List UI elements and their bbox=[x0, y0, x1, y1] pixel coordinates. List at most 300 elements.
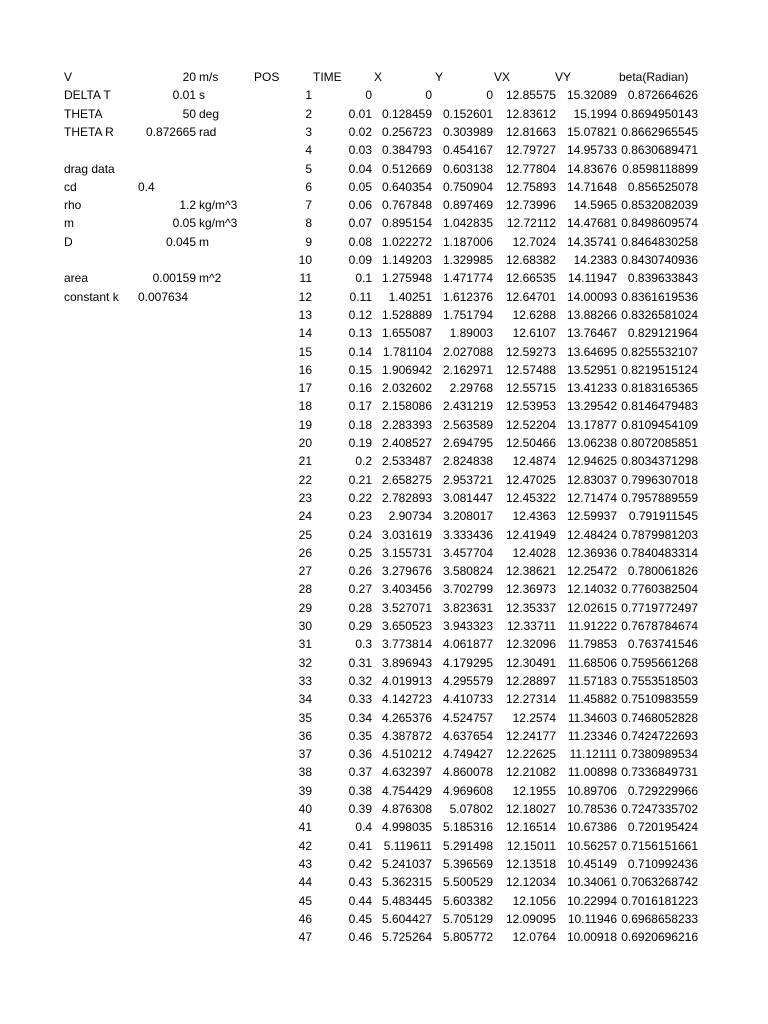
beta-cell: 0.7063268742 bbox=[621, 875, 698, 890]
y-cell: 5.185316 bbox=[442, 820, 493, 835]
time-cell: 0.05 bbox=[348, 179, 372, 194]
vx-cell: 12.1955 bbox=[512, 783, 556, 798]
x-cell: 1.781104 bbox=[382, 344, 432, 359]
y-cell: 0 bbox=[486, 88, 493, 103]
vy-cell: 15.32089 bbox=[566, 88, 617, 103]
x-cell: 4.019913 bbox=[381, 673, 432, 688]
time-cell: 0.17 bbox=[348, 399, 372, 414]
y-cell: 1.042835 bbox=[442, 216, 493, 231]
vx-cell: 12.1056 bbox=[512, 893, 556, 908]
beta-cell: 0.7380989534 bbox=[621, 747, 698, 762]
beta-cell: 0.7879981203 bbox=[621, 527, 698, 542]
x-cell: 1.149203 bbox=[381, 253, 432, 267]
y-cell: 1.329985 bbox=[442, 253, 493, 267]
beta-cell: 0.7957889559 bbox=[621, 490, 698, 505]
vx-cell: 12.77804 bbox=[505, 161, 556, 176]
beta-cell: 0.872664626 bbox=[627, 88, 698, 103]
y-cell: 2.563589 bbox=[442, 417, 493, 432]
vy-cell: 10.56257 bbox=[566, 838, 617, 853]
time-cell: 0.39 bbox=[348, 802, 372, 816]
beta-cell: 0.7678784674 bbox=[621, 619, 698, 633]
vy-cell: 13.17877 bbox=[566, 417, 617, 432]
pos-cell: 14 bbox=[298, 326, 312, 341]
pos-cell: 37 bbox=[298, 747, 312, 762]
time-cell: 0.16 bbox=[348, 381, 372, 396]
vy-cell: 11.34603 bbox=[567, 710, 617, 725]
x-cell: 1.40251 bbox=[388, 289, 432, 304]
time-cell: 0.24 bbox=[348, 527, 372, 542]
vx-cell: 12.32096 bbox=[505, 637, 556, 652]
time-cell: 0.26 bbox=[348, 564, 372, 579]
y-cell: 4.524757 bbox=[442, 710, 493, 725]
vx-cell: 12.83612 bbox=[505, 106, 556, 121]
vx-cell: 12.6288 bbox=[512, 307, 556, 322]
vy-cell: 13.64695 bbox=[566, 344, 617, 359]
param-value: 0.045 bbox=[165, 234, 196, 249]
pos-cell: 33 bbox=[298, 673, 312, 688]
vy-cell: 10.78536 bbox=[566, 802, 617, 816]
beta-cell: 0.8532082039 bbox=[621, 198, 698, 213]
vy-cell: 12.71474 bbox=[566, 490, 617, 505]
x-cell: 4.998035 bbox=[381, 820, 432, 835]
vx-cell: 12.85575 bbox=[505, 88, 556, 103]
vx-cell: 12.7024 bbox=[512, 234, 556, 249]
pos-cell: 12 bbox=[298, 289, 312, 304]
time-cell: 0.21 bbox=[348, 472, 372, 487]
vy-cell: 10.89706 bbox=[566, 783, 617, 798]
beta-cell: 0.8430740936 bbox=[621, 253, 698, 267]
time-cell: 0.19 bbox=[348, 436, 372, 450]
vy-cell: 13.06238 bbox=[566, 436, 617, 450]
time-cell: 0.11 bbox=[349, 289, 372, 304]
pos-cell: 16 bbox=[298, 362, 312, 377]
x-cell: 3.403456 bbox=[381, 582, 432, 597]
y-cell: 5.805772 bbox=[442, 930, 493, 945]
param-value: 0.00159 bbox=[152, 271, 196, 286]
x-cell: 4.632397 bbox=[381, 765, 432, 780]
column-header: VX bbox=[494, 70, 511, 84]
vy-cell: 12.25472 bbox=[566, 564, 617, 579]
beta-cell: 0.8361619536 bbox=[621, 289, 698, 304]
beta-cell: 0.7595661268 bbox=[621, 655, 698, 670]
beta-cell: 0.763741546 bbox=[627, 637, 698, 652]
param-unit: m/s bbox=[199, 70, 219, 84]
time-cell: 0.2 bbox=[355, 454, 372, 469]
y-cell: 0.303989 bbox=[442, 124, 493, 139]
y-cell: 4.061877 bbox=[442, 637, 493, 652]
x-cell: 3.527071 bbox=[381, 600, 432, 615]
y-cell: 3.457704 bbox=[442, 545, 493, 560]
vx-cell: 12.81663 bbox=[505, 124, 556, 139]
pos-cell: 23 bbox=[298, 490, 312, 505]
pos-cell: 11 bbox=[299, 271, 312, 286]
vy-cell: 14.35741 bbox=[566, 234, 617, 249]
beta-cell: 0.7760382504 bbox=[621, 582, 698, 597]
y-cell: 1.751794 bbox=[442, 307, 493, 322]
x-cell: 2.158086 bbox=[381, 399, 432, 414]
time-cell: 0.18 bbox=[348, 417, 372, 432]
beta-cell: 0.8464830258 bbox=[621, 234, 698, 249]
vx-cell: 12.15011 bbox=[506, 838, 556, 853]
param-value: 20 bbox=[182, 70, 196, 84]
vx-cell: 12.18027 bbox=[505, 802, 556, 816]
time-cell: 0.03 bbox=[348, 143, 372, 158]
x-cell: 2.032602 bbox=[381, 381, 432, 396]
param-label: constant k bbox=[64, 289, 119, 304]
y-cell: 2.162971 bbox=[442, 362, 493, 377]
time-cell: 0.35 bbox=[348, 728, 372, 743]
x-cell: 3.279676 bbox=[381, 564, 432, 579]
vy-cell: 13.88266 bbox=[566, 307, 617, 322]
beta-cell: 0.7719772497 bbox=[621, 600, 698, 615]
beta-cell: 0.829121964 bbox=[627, 326, 698, 341]
param-value: 0.05 bbox=[172, 216, 196, 231]
time-cell: 0.14 bbox=[348, 344, 372, 359]
y-cell: 3.823631 bbox=[442, 600, 493, 615]
beta-cell: 0.720195424 bbox=[627, 820, 698, 835]
pos-cell: 15 bbox=[298, 344, 312, 359]
vy-cell: 15.1994 bbox=[573, 106, 617, 121]
beta-cell: 0.8183165365 bbox=[621, 381, 698, 396]
y-cell: 5.291498 bbox=[442, 838, 493, 853]
param-unit: deg bbox=[199, 106, 220, 121]
beta-cell: 0.8255532107 bbox=[621, 344, 698, 359]
pos-cell: 44 bbox=[298, 875, 312, 890]
pos-cell: 9 bbox=[305, 234, 312, 249]
beta-cell: 0.729229966 bbox=[627, 783, 698, 798]
time-cell: 0.32 bbox=[348, 673, 372, 688]
vy-cell: 11.57183 bbox=[567, 673, 617, 688]
time-cell: 0.4 bbox=[355, 820, 372, 835]
y-cell: 4.969608 bbox=[442, 783, 493, 798]
pos-cell: 18 bbox=[298, 399, 312, 414]
x-cell: 3.650523 bbox=[381, 619, 432, 633]
vx-cell: 12.12034 bbox=[505, 875, 556, 890]
pos-cell: 43 bbox=[298, 856, 312, 871]
vx-cell: 12.16514 bbox=[505, 820, 556, 835]
vx-cell: 12.35337 bbox=[505, 600, 556, 615]
y-cell: 3.943323 bbox=[442, 619, 493, 633]
vx-cell: 12.4874 bbox=[512, 454, 556, 469]
time-cell: 0.12 bbox=[348, 307, 372, 322]
vy-cell: 12.48424 bbox=[566, 527, 617, 542]
pos-cell: 5 bbox=[305, 161, 312, 176]
pos-cell: 35 bbox=[298, 710, 312, 725]
pos-cell: 42 bbox=[298, 838, 312, 853]
beta-cell: 0.7468052828 bbox=[621, 710, 698, 725]
vy-cell: 12.83037 bbox=[566, 472, 617, 487]
beta-cell: 0.8598118899 bbox=[622, 161, 698, 176]
time-cell: 0.01 bbox=[348, 106, 372, 121]
beta-cell: 0.7840483314 bbox=[621, 545, 698, 560]
param-label: D bbox=[64, 234, 73, 249]
param-value: 1.2 bbox=[179, 198, 196, 213]
column-header: Y bbox=[435, 70, 444, 84]
y-cell: 3.208017 bbox=[442, 509, 493, 524]
x-cell: 0.512669 bbox=[381, 161, 432, 176]
beta-cell: 0.8498609574 bbox=[621, 216, 698, 231]
param-value: 0.01 bbox=[172, 88, 196, 103]
time-cell: 0.08 bbox=[348, 234, 372, 249]
beta-cell: 0.8219515124 bbox=[621, 362, 698, 377]
x-cell: 4.265376 bbox=[381, 710, 432, 725]
vx-cell: 12.24177 bbox=[505, 728, 556, 743]
vx-cell: 12.22625 bbox=[505, 747, 556, 762]
beta-cell: 0.8630689471 bbox=[621, 143, 698, 158]
vx-cell: 12.28897 bbox=[505, 673, 556, 688]
y-cell: 1.471774 bbox=[442, 271, 493, 286]
x-cell: 5.604427 bbox=[381, 911, 432, 926]
beta-cell: 0.8109454109 bbox=[621, 417, 698, 432]
time-cell: 0 bbox=[365, 88, 372, 103]
y-cell: 0.897469 bbox=[442, 198, 493, 213]
vy-cell: 11.12111 bbox=[569, 747, 617, 762]
y-cell: 1.187006 bbox=[442, 234, 493, 249]
vx-cell: 12.68382 bbox=[505, 253, 556, 267]
column-header: VY bbox=[555, 70, 572, 84]
vy-cell: 10.00918 bbox=[566, 930, 617, 945]
vx-cell: 12.38621 bbox=[505, 564, 556, 579]
x-cell: 0.640354 bbox=[381, 179, 432, 194]
time-cell: 0.44 bbox=[348, 893, 372, 908]
vy-cell: 10.45149 bbox=[566, 856, 617, 871]
y-cell: 4.637654 bbox=[442, 728, 493, 743]
vy-cell: 14.5965 bbox=[573, 198, 617, 213]
time-cell: 0.46 bbox=[348, 930, 372, 945]
pos-cell: 25 bbox=[298, 527, 312, 542]
pos-cell: 31 bbox=[298, 637, 312, 652]
x-cell: 3.031619 bbox=[381, 527, 432, 542]
time-cell: 0.42 bbox=[348, 856, 372, 871]
vy-cell: 14.00093 bbox=[566, 289, 617, 304]
pos-cell: 29 bbox=[298, 600, 312, 615]
x-cell: 3.773814 bbox=[381, 637, 432, 652]
pos-cell: 36 bbox=[298, 728, 312, 743]
x-cell: 5.362315 bbox=[381, 875, 432, 890]
param-value: 0.872665 bbox=[145, 124, 196, 139]
y-cell: 2.431219 bbox=[442, 399, 493, 414]
vy-cell: 12.02615 bbox=[566, 600, 617, 615]
x-cell: 5.119611 bbox=[383, 838, 432, 853]
vx-cell: 12.2574 bbox=[512, 710, 556, 725]
vy-cell: 14.2383 bbox=[573, 253, 617, 267]
time-cell: 0.45 bbox=[348, 911, 372, 926]
y-cell: 3.081447 bbox=[442, 490, 493, 505]
x-cell: 5.241037 bbox=[381, 856, 432, 871]
time-cell: 0.27 bbox=[348, 582, 372, 597]
pos-cell: 2 bbox=[305, 106, 312, 121]
beta-cell: 0.6968658233 bbox=[621, 911, 698, 926]
vy-cell: 12.59937 bbox=[566, 509, 617, 524]
pos-cell: 19 bbox=[298, 417, 312, 432]
param-unit: rad bbox=[199, 124, 217, 139]
time-cell: 0.1 bbox=[355, 271, 372, 286]
vx-cell: 12.27314 bbox=[505, 692, 556, 707]
pos-cell: 8 bbox=[305, 216, 312, 231]
vy-cell: 11.91222 bbox=[567, 619, 617, 633]
y-cell: 2.694795 bbox=[442, 436, 493, 450]
time-cell: 0.23 bbox=[348, 509, 372, 524]
y-cell: 2.29768 bbox=[449, 381, 493, 396]
time-cell: 0.13 bbox=[348, 326, 372, 341]
pos-cell: 20 bbox=[298, 436, 312, 450]
vy-cell: 15.07821 bbox=[566, 124, 617, 139]
y-cell: 0.603138 bbox=[442, 161, 493, 176]
param-unit: m bbox=[199, 234, 209, 249]
y-cell: 5.396569 bbox=[442, 856, 493, 871]
y-cell: 4.749427 bbox=[442, 747, 493, 762]
time-cell: 0.07 bbox=[348, 216, 372, 231]
y-cell: 1.612376 bbox=[442, 289, 493, 304]
vy-cell: 10.11946 bbox=[567, 911, 617, 926]
param-label: THETA bbox=[64, 106, 103, 121]
beta-cell: 0.8034371298 bbox=[621, 454, 698, 469]
x-cell: 2.782893 bbox=[381, 490, 432, 505]
beta-cell: 0.7336849731 bbox=[621, 765, 698, 780]
vy-cell: 11.00898 bbox=[567, 765, 617, 780]
vx-cell: 12.41949 bbox=[505, 527, 556, 542]
vx-cell: 12.33711 bbox=[506, 619, 556, 633]
x-cell: 2.533487 bbox=[381, 454, 432, 469]
time-cell: 0.37 bbox=[348, 765, 372, 780]
y-cell: 4.860078 bbox=[442, 765, 493, 780]
pos-cell: 30 bbox=[298, 619, 312, 633]
x-cell: 1.906942 bbox=[381, 362, 432, 377]
vx-cell: 12.45322 bbox=[505, 490, 556, 505]
y-cell: 3.702799 bbox=[442, 582, 493, 597]
vx-cell: 12.55715 bbox=[505, 381, 556, 396]
time-cell: 0.38 bbox=[348, 783, 372, 798]
pos-cell: 39 bbox=[298, 783, 312, 798]
column-header: X bbox=[374, 70, 383, 84]
vy-cell: 10.22994 bbox=[566, 893, 617, 908]
vy-cell: 12.94625 bbox=[566, 454, 617, 469]
vx-cell: 12.66535 bbox=[505, 271, 556, 286]
time-cell: 0.15 bbox=[348, 362, 372, 377]
time-cell: 0.22 bbox=[348, 490, 372, 505]
x-cell: 1.022272 bbox=[381, 234, 432, 249]
x-cell: 1.275948 bbox=[381, 271, 432, 286]
x-cell: 0 bbox=[425, 88, 432, 103]
pos-cell: 46 bbox=[298, 911, 312, 926]
y-cell: 5.603382 bbox=[442, 893, 493, 908]
vy-cell: 14.83676 bbox=[566, 161, 617, 176]
pos-cell: 41 bbox=[298, 820, 312, 835]
param-label: drag data bbox=[64, 161, 115, 176]
vy-cell: 12.36936 bbox=[566, 545, 617, 560]
time-cell: 0.04 bbox=[348, 161, 372, 176]
vx-cell: 12.30491 bbox=[505, 655, 556, 670]
beta-cell: 0.839633843 bbox=[627, 271, 698, 286]
x-cell: 4.387872 bbox=[381, 728, 432, 743]
x-cell: 0.895154 bbox=[381, 216, 432, 231]
x-cell: 0.128459 bbox=[381, 106, 432, 121]
param-label: m bbox=[64, 216, 74, 231]
pos-cell: 3 bbox=[305, 124, 312, 139]
pos-cell: 6 bbox=[305, 179, 312, 194]
pos-cell: 26 bbox=[298, 545, 312, 560]
x-cell: 5.725264 bbox=[381, 930, 432, 945]
pos-cell: 32 bbox=[298, 655, 312, 670]
vy-cell: 13.41233 bbox=[566, 381, 617, 396]
vx-cell: 12.4363 bbox=[512, 509, 556, 524]
vy-cell: 11.45882 bbox=[567, 692, 617, 707]
vy-cell: 12.14032 bbox=[566, 582, 617, 597]
vy-cell: 13.29542 bbox=[566, 399, 617, 414]
vx-cell: 12.6107 bbox=[512, 326, 556, 341]
time-cell: 0.06 bbox=[348, 198, 372, 213]
y-cell: 0.454167 bbox=[442, 143, 493, 158]
vx-cell: 12.59273 bbox=[505, 344, 556, 359]
vy-cell: 13.76467 bbox=[566, 326, 617, 341]
pos-cell: 4 bbox=[305, 143, 312, 158]
time-cell: 0.41 bbox=[348, 838, 372, 853]
beta-cell: 0.8662965545 bbox=[621, 124, 698, 139]
pos-cell: 10 bbox=[298, 253, 312, 267]
beta-cell: 0.7156151661 bbox=[621, 838, 698, 853]
vx-cell: 12.52204 bbox=[505, 417, 556, 432]
y-cell: 4.179295 bbox=[442, 655, 493, 670]
beta-cell: 0.710992436 bbox=[627, 856, 698, 871]
vx-cell: 12.4028 bbox=[512, 545, 556, 560]
param-unit: kg/m^3 bbox=[199, 216, 238, 231]
x-cell: 1.528889 bbox=[381, 307, 432, 322]
x-cell: 4.142723 bbox=[381, 692, 432, 707]
pos-cell: 17 bbox=[298, 381, 312, 396]
x-cell: 4.510212 bbox=[381, 747, 432, 762]
time-cell: 0.28 bbox=[348, 600, 372, 615]
time-cell: 0.3 bbox=[355, 637, 372, 652]
vx-cell: 12.75893 bbox=[505, 179, 556, 194]
column-header: POS bbox=[254, 70, 280, 84]
x-cell: 0.384793 bbox=[381, 143, 432, 158]
param-label: DELTA T bbox=[64, 88, 111, 103]
time-cell: 0.09 bbox=[348, 253, 372, 267]
time-cell: 0.36 bbox=[348, 747, 372, 762]
x-cell: 3.155731 bbox=[381, 545, 432, 560]
vx-cell: 12.0764 bbox=[512, 930, 556, 945]
pos-cell: 34 bbox=[298, 692, 312, 707]
param-unit: s bbox=[199, 88, 205, 103]
beta-cell: 0.7996307018 bbox=[621, 472, 698, 487]
time-cell: 0.02 bbox=[348, 124, 372, 139]
vx-cell: 12.47025 bbox=[505, 472, 556, 487]
vy-cell: 10.34061 bbox=[566, 875, 617, 890]
pos-cell: 7 bbox=[305, 198, 312, 213]
pos-cell: 27 bbox=[298, 564, 312, 579]
pos-cell: 22 bbox=[298, 472, 312, 487]
time-cell: 0.29 bbox=[348, 619, 372, 633]
vy-cell: 11.23346 bbox=[567, 728, 617, 743]
beta-cell: 0.7510983559 bbox=[621, 692, 698, 707]
vx-cell: 12.36973 bbox=[505, 582, 556, 597]
pos-cell: 40 bbox=[298, 802, 312, 816]
time-cell: 0.33 bbox=[348, 692, 372, 707]
vy-cell: 14.71648 bbox=[566, 179, 617, 194]
vx-cell: 12.50466 bbox=[505, 436, 556, 450]
vx-cell: 12.64701 bbox=[505, 289, 556, 304]
vx-cell: 12.79727 bbox=[505, 143, 556, 158]
vy-cell: 13.52951 bbox=[566, 362, 617, 377]
pos-cell: 38 bbox=[298, 765, 312, 780]
y-cell: 1.89003 bbox=[449, 326, 493, 341]
pos-cell: 45 bbox=[298, 893, 312, 908]
pos-cell: 13 bbox=[298, 307, 312, 322]
y-cell: 4.410733 bbox=[442, 692, 493, 707]
param-label: V bbox=[64, 70, 73, 84]
pos-cell: 47 bbox=[298, 930, 312, 945]
y-cell: 5.07802 bbox=[449, 802, 493, 816]
